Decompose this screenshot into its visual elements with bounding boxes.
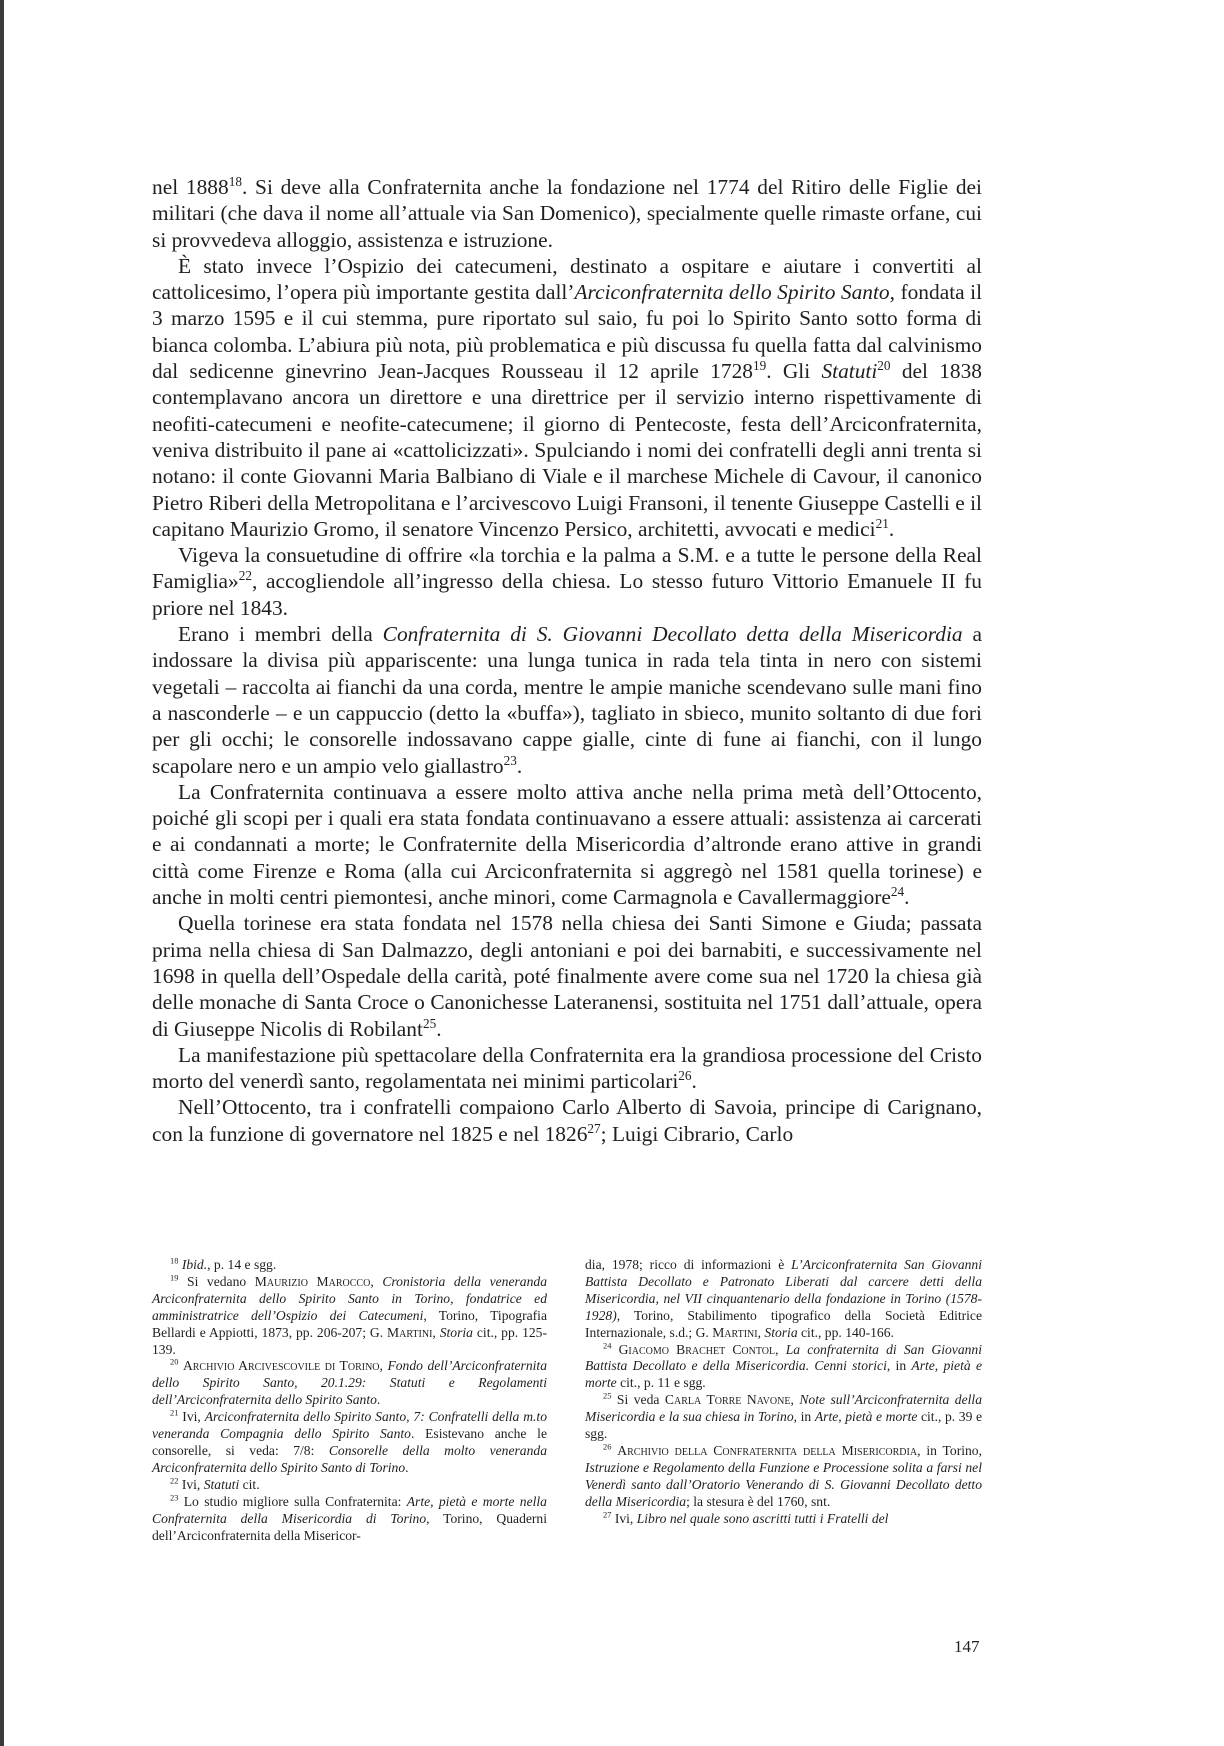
- footnote-ref: 22: [170, 1475, 179, 1486]
- text-run: Ivi,: [611, 1510, 637, 1526]
- italic-run: La confraternita di San Giovanni Battista Decollato e della Misericordia. Cenni storici: [585, 1341, 983, 1374]
- text-run: , fondata il 3 marzo 1595 e il cui stemma, pure riportato sul saio, fu poi lo Spirito Santo sotto forma di bianca colomba. L’abiura più nota, più problematica e più discussa fu quella fatta dal calvinismo dal sedicenne ginevrino Jean-Jacques Rousseau il 12 aprile 1728: [152, 280, 983, 384]
- footnote: [152, 1409, 547, 1477]
- author-name: Archivio della Confraternita della Misericordia: [617, 1442, 918, 1458]
- text-run: ,: [790, 1392, 800, 1408]
- body-paragraph: [152, 1094, 982, 1147]
- italic-run: Arte, pietà e morte nella Confraternita della Misericordia di Torino: [152, 1493, 547, 1526]
- italic-run: Arciconfraternita dello Spirito Santo: [574, 280, 890, 305]
- footnotes-left-column: [152, 1257, 547, 1544]
- italic-run: Storia: [439, 1324, 473, 1340]
- text-run: , in: [793, 1409, 815, 1425]
- body-paragraph: [152, 779, 982, 910]
- text-run: , in Torino,: [917, 1442, 982, 1458]
- text-run: dia, 1978; ricco di informazioni è: [585, 1257, 792, 1272]
- text-run: .: [405, 1459, 409, 1475]
- footnote-ref: 19: [752, 357, 767, 373]
- footnote: [152, 1477, 547, 1494]
- footnote-ref: 20: [877, 357, 891, 373]
- text-run: La Confraternita continuava a essere molto attiva anche nella prima metà dell’Ottocento, poiché gli scopi per i quali era stata fondata continuavano a essere attuali: assistenza ai carcerati e ai condannati a morte; le Confraternite della Misericordia d’altronde erano attive in grandi città come Firenze e Roma (alla cui Arciconfraternita si aggregò nel 1581 quella torinese) e anche in molti centri piemontesi, anche minori, come Carmagnola e Cavallermaggiore: [152, 779, 982, 910]
- italic-run: Statuti: [203, 1476, 240, 1492]
- text-run: ,: [775, 1341, 786, 1357]
- footnote-ref: 25: [422, 1015, 437, 1031]
- footnote-ref: 27: [603, 1509, 612, 1520]
- text-run: Ivi,: [178, 1409, 205, 1425]
- text-run: cit., p. 11 e sgg.: [616, 1375, 706, 1391]
- footnote-ref: 18: [170, 1255, 179, 1266]
- text-run: .: [516, 753, 523, 778]
- italic-run: Statuti: [821, 359, 878, 384]
- text-run: , Torino, Quaderni dell’Arciconfraternita della Misericor-: [152, 1510, 547, 1543]
- body-paragraph: [152, 253, 982, 542]
- footnote: [585, 1511, 982, 1528]
- page-number: 147: [954, 1637, 980, 1656]
- text-run: .: [436, 1016, 442, 1041]
- text-run: Quella torinese era stata fondata nel 1578 nella chiesa dei Santi Simone e Giuda; passata prima nella chiesa di San Dalmazzo, degli antoniani e poi dei barnabiti, e successivamente nel 1698 in quella dell’Ospedale della carità, poté finalmente avere come sua nel 1720 la chiesa già delle monache di Santa Croce o Canonichesse Lateranensi, sostituita nel 1751 dall’attuale, opera di Giuseppe Nicolis di Robilant: [152, 911, 982, 1041]
- text-run: ,: [379, 1358, 388, 1374]
- body-paragraph: [152, 621, 982, 779]
- footnote-ref: 21: [170, 1407, 179, 1418]
- text-run: . Gli: [766, 359, 822, 384]
- footnote: [585, 1257, 982, 1342]
- italic-run: Cronistoria della veneranda Arciconfraternita dello Spirito Santo in Torino, fondatrice ed amministratrice dell’Ospizio dei Catecumeni: [152, 1273, 547, 1323]
- text-run: Ivi,: [178, 1476, 204, 1492]
- author-name: Carla Torre Navone: [664, 1392, 791, 1408]
- text-run: del 1838 contemplavano ancora un direttore e una direttrice per il servizio interno rispettivamente di neofiti-catecumeni e neofite-catecumene; il giorno di Pentecoste, festa dell’Arciconfraternita, veniva distribuito il pane ai «cattolicizzati». Spulciando i nomi dei confratelli degli anni trenta si notano: il conte Giovanni Maria Balbiano di Viale e il marchese Michele di Cavour, il canonico Pietro Riberi della Metropolitana e l’arcivescovo Luigi Fransoni, il tenente Giuseppe Castelli e il capitano Maurizio Gromo, il senatore Vincenzo Persico, architetti, avvocati e medici: [152, 359, 982, 541]
- footnote-ref: 18: [228, 173, 242, 189]
- author-name: Martini: [712, 1324, 758, 1340]
- italic-run: Note sull’Arciconfraternita della Misericordia e la sua chiesa in Torino: [585, 1392, 982, 1425]
- text-run: , accogliendole all’ingresso della chiesa. Lo stesso futuro Vittorio Emanuele II fu priore nel 1843.: [152, 569, 982, 620]
- italic-run: Storia: [764, 1324, 798, 1340]
- italic-run: Consorelle della molto veneranda Arciconfraternita dello Spirito Santo di Torino: [152, 1442, 547, 1475]
- text-run: È stato invece l’Ospizio dei catecumeni, destinato a ospitare e aiutare i convertiti al cattolicesimo, l’opera più importante gestita dall’: [152, 253, 982, 305]
- footnote-ref: 24: [890, 883, 905, 899]
- author-name: Archivio Arcivescovile di Torino: [182, 1358, 380, 1374]
- text-run: , Torino, Tipografia Bellardi e Appiotti, 1873, pp. 206-207; G.: [152, 1307, 547, 1340]
- text-run: cit., pp. 125-139.: [152, 1324, 547, 1357]
- footnote-ref: 22: [238, 568, 252, 584]
- footnote-ref: 23: [170, 1492, 179, 1503]
- author-name: Maurizio Marocco: [254, 1273, 371, 1289]
- text-run: , in: [886, 1358, 912, 1374]
- footnotes-right-column: [585, 1257, 982, 1528]
- footnote-ref: 26: [603, 1441, 612, 1452]
- text-run: ; la stesura è del 1760, snt.: [686, 1493, 831, 1509]
- italic-run: Libro nel quale sono ascritti tutti i Fratelli del: [636, 1510, 889, 1526]
- text-run: nel 1888: [152, 175, 229, 199]
- text-run: cit., pp. 140-166.: [797, 1324, 894, 1340]
- footnote: [585, 1443, 982, 1511]
- text-run: ,: [757, 1324, 765, 1340]
- text-run: La manifestazione più spettacolare della Confraternita era la grandiosa processione del Cristo morto del venerdì santo, regolamentata nei minimi particolari: [152, 1042, 982, 1094]
- text-run: .: [888, 516, 895, 541]
- footnote-ref: 21: [875, 515, 889, 531]
- text-run: .: [904, 885, 910, 910]
- body-paragraph: [152, 174, 982, 253]
- footnote: [152, 1257, 547, 1274]
- italic-run: Arte, pietà e morte: [585, 1358, 982, 1391]
- italic-run: Arciconfraternita dello Spirito Santo, 7: Confratelli della m.to veneranda Compagnia dello Spirito Santo: [152, 1409, 547, 1442]
- footnote: [585, 1392, 982, 1443]
- footnote: [152, 1494, 547, 1545]
- text-run: .: [691, 1069, 697, 1094]
- text-run: cit., p. 39 e sgg.: [585, 1409, 982, 1442]
- body-paragraph: [152, 1042, 982, 1095]
- footnote-ref: 26: [678, 1067, 692, 1083]
- text-run: [611, 1342, 618, 1357]
- text-run: Si vedano: [178, 1273, 255, 1289]
- text-run: cit.: [239, 1476, 260, 1492]
- body-paragraph: [152, 910, 982, 1041]
- text-run: . Si deve alla Confraternita anche la fondazione nel 1774 del Ritiro delle Figlie dei militari (che dava il nome all’attuale via San Domenico), specialmente quelle rimaste orfane, cui si provvedeva alloggio, assistenza e istruzione.: [152, 175, 982, 252]
- text-run: ; Luigi Cibrario, Carlo: [600, 1121, 794, 1146]
- text-run: , p. 14 e sgg.: [207, 1257, 277, 1272]
- italic-run: Arte, pietà e morte: [814, 1409, 918, 1425]
- text-run: , Torino, Stabilimento tipografico della Società Editrice Internazionale, s.d.; G.: [585, 1307, 982, 1340]
- main-text: [152, 174, 982, 1147]
- text-run: Erano i membri della: [178, 622, 383, 647]
- text-run: . Esistevano anche le consorelle, si veda: 7/8:: [152, 1426, 547, 1458]
- italic-run: Fondo dell’Arciconfraternita dello Spirito Santo, 20.1.29: Statuti e Regolamenti dell’Arciconfraternita dello Spirito Santo: [152, 1358, 547, 1408]
- italic-run: Ibid.: [181, 1257, 208, 1272]
- footnote-ref: 19: [170, 1272, 179, 1283]
- body-paragraph: [152, 542, 982, 621]
- footnote-ref: 25: [603, 1390, 612, 1401]
- text-run: Si veda: [611, 1392, 665, 1408]
- author-name: Giacomo Brachet Contol: [618, 1341, 776, 1357]
- text-run: Vigeva la consuetudine di offrire «la torchia e la palma a S.M. e a tutte le persone della Real Famiglia»: [152, 543, 982, 594]
- italic-run: Istruzione e Regolamento della Funzione e Processione solita a farsi nel Venerdì santo dall’Oratorio Venerando di S. Giovanni Decollato detto della Misericordia: [585, 1459, 982, 1509]
- footnote: [585, 1342, 982, 1393]
- author-name: Martini: [387, 1324, 433, 1340]
- text-run: ,: [432, 1324, 440, 1340]
- text-run: ,: [370, 1273, 383, 1289]
- footnote-ref: 20: [170, 1356, 179, 1367]
- text-run: a indossare la divisa più appariscente: una lunga tunica in rada tela tinta in nero con sistemi vegetali – raccolta ai fianchi da una corda, mentre le ampie maniche scendevano sulle mani fino a nasconderle – e un cappuccio (detto la «buffa»), tagliato in sbieco, munito soltanto di due fori per gli occhi; le consorelle indossavano cappe gialle, cinte di fune ai fianchi, con il lungo scapolare nero e un ampio velo giallastro: [152, 622, 983, 778]
- page-edge: [0, 0, 4, 1746]
- footnote-ref: 27: [587, 1120, 601, 1136]
- footnote: [152, 1274, 547, 1359]
- text-run: Nell’Ottocento, tra i confratelli compaiono Carlo Alberto di Savoia, principe di Carignano, con la funzione di governatore nel 1825 e nel 1826: [152, 1095, 982, 1146]
- footnote-ref: 24: [603, 1340, 612, 1350]
- text-run: .: [376, 1392, 381, 1408]
- footnote-ref: 23: [503, 752, 517, 768]
- italic-run: Confraternita di S. Giovanni Decollato detta della Misericordia: [382, 622, 963, 647]
- italic-run: L’Arciconfraternita San Giovanni Battista Decollato e Patronato Liberati dal carcere detti della Misericordia, nel VII cinquantenario della fondazione in Torino (1578-1928): [585, 1257, 982, 1323]
- text-run: Lo studio migliore sulla Confraternita:: [178, 1493, 407, 1509]
- footnote: [152, 1358, 547, 1409]
